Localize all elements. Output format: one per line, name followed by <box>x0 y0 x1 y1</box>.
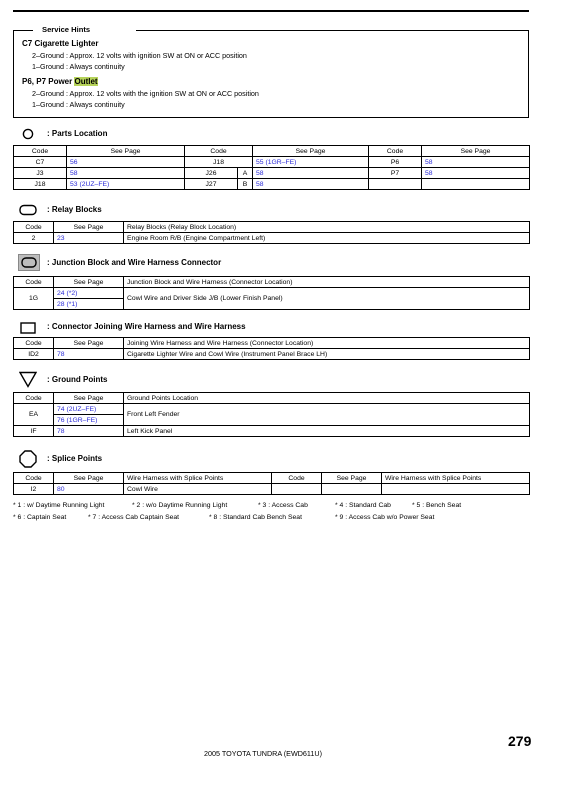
code-cell: 2 <box>14 233 54 244</box>
column-header: Relay Blocks (Relay Block Location) <box>124 222 530 233</box>
hint-heading-prefix: P6, P7 Power <box>22 77 75 86</box>
column-header: Code <box>185 146 253 157</box>
page-link[interactable]: 58 <box>422 168 530 179</box>
code-cell: IF <box>14 426 54 437</box>
footnote: * 3 : Access Cab <box>258 502 308 509</box>
column-header: Code <box>14 222 54 233</box>
page-link[interactable] <box>422 179 530 190</box>
footnote: * 9 : Access Cab w/o Power Seat <box>335 514 435 521</box>
table-row <box>14 404 530 415</box>
parts-location-table <box>13 145 530 190</box>
junction-block-title: : Junction Block and Wire Harness Connector <box>47 258 222 267</box>
column-header: Code <box>272 473 322 484</box>
junction-block-table <box>13 276 530 310</box>
triangle-icon <box>19 371 37 388</box>
column-header: See Page <box>54 473 124 484</box>
table-header-row <box>14 146 530 157</box>
code-cell: J27 <box>185 179 238 190</box>
code-cell: J18 <box>14 179 67 190</box>
column-header: Code <box>14 146 67 157</box>
column-header: See Page <box>54 393 124 404</box>
table-row <box>14 179 530 190</box>
hint-line: 2–Ground : Approx. 12 volts with ignition SW at ON or ACC position <box>32 51 247 60</box>
code-cell: J26 <box>185 168 238 179</box>
footnote: * 2 : w/o Daytime Running Light <box>132 502 228 509</box>
code-cell: P6 <box>369 157 422 168</box>
page-link[interactable] <box>322 484 382 495</box>
code-cell: J3 <box>14 168 67 179</box>
hint-heading-cigarette-lighter: C7 Cigarette Lighter <box>22 39 99 48</box>
column-header: Joining Wire Harness and Wire Harness (Connector Location) <box>124 338 530 349</box>
code-cell: P7 <box>369 168 422 179</box>
top-rule <box>13 10 529 12</box>
relay-blocks-table <box>13 221 530 244</box>
page-link[interactable]: 74 (2UZ–FE) <box>54 404 124 415</box>
code-cell: ID2 <box>14 349 54 360</box>
footnote: * 6 : Captain Seat <box>13 514 67 521</box>
description-cell: Cowl Wire and Driver Side J/B (Lower Finish Panel) <box>124 288 530 310</box>
circle-icon <box>22 128 34 140</box>
service-hints-title: Service Hints <box>42 25 91 34</box>
description-cell: Left Kick Panel <box>124 426 530 437</box>
column-header: See Page <box>54 222 124 233</box>
table-row <box>14 157 530 168</box>
column-header: Wire Harness with Splice Points <box>382 473 530 484</box>
code-cell <box>272 484 322 495</box>
page-link[interactable]: 55 (1GR–FE) <box>253 157 369 168</box>
hint-line: 1–Ground : Always continuity <box>32 62 125 71</box>
description-cell: Engine Room R/B (Engine Compartment Left) <box>124 233 530 244</box>
page-link[interactable]: 56 <box>67 157 185 168</box>
splice-points-table <box>13 472 530 495</box>
column-header: Junction Block and Wire Harness (Connector Location) <box>124 277 530 288</box>
footnote: * 4 : Standard Cab <box>335 502 391 509</box>
page-number: 279 <box>508 733 532 749</box>
code-cell: C7 <box>14 157 67 168</box>
shaded-rounded-rect-icon <box>18 254 40 271</box>
description-cell <box>382 484 530 495</box>
table-header-row <box>14 277 530 288</box>
page-footer: 2005 TOYOTA TUNDRA (EWD611U) <box>204 749 322 758</box>
table-header-row <box>14 473 530 484</box>
relay-blocks-title: : Relay Blocks <box>47 205 102 214</box>
column-header: Code <box>369 146 422 157</box>
code-cell: EA <box>14 404 54 426</box>
code-cell: J18 <box>185 157 253 168</box>
footnote: * 1 : w/ Daytime Running Light <box>13 502 105 509</box>
page-link[interactable]: 80 <box>54 484 124 495</box>
column-header: Code <box>14 277 54 288</box>
page-link[interactable]: 53 (2UZ–FE) <box>67 179 185 190</box>
page-link[interactable]: 58 <box>422 157 530 168</box>
code-cell: I2 <box>14 484 54 495</box>
rounded-rect-icon <box>19 204 37 216</box>
table-row <box>14 168 530 179</box>
ground-points-title: : Ground Points <box>47 375 108 384</box>
column-header: See Page <box>54 277 124 288</box>
sub-code-cell: A <box>238 168 253 179</box>
ground-points-table <box>13 392 530 437</box>
column-header: Code <box>14 393 54 404</box>
page-link[interactable]: 78 <box>54 349 124 360</box>
code-cell: 1G <box>14 288 54 310</box>
code-cell <box>369 179 422 190</box>
description-cell: Cigarette Lighter Wire and Cowl Wire (Instrument Panel Brace LH) <box>124 349 530 360</box>
table-header-row <box>14 338 530 349</box>
page-link[interactable]: 58 <box>253 168 369 179</box>
page-link[interactable]: 58 <box>67 168 185 179</box>
octagon-icon <box>19 450 37 468</box>
sub-code-cell: B <box>238 179 253 190</box>
column-header: Code <box>14 338 54 349</box>
hint-line: 1–Ground : Always continuity <box>32 100 125 109</box>
page-link[interactable]: 24 (*2) <box>54 288 124 299</box>
column-header: Ground Points Location <box>124 393 530 404</box>
footnote: * 5 : Bench Seat <box>412 502 462 509</box>
table-row <box>14 484 530 495</box>
column-header: See Page <box>54 338 124 349</box>
table-row <box>14 288 530 299</box>
table-row <box>14 233 530 244</box>
column-header: See Page <box>253 146 369 157</box>
connector-joining-table <box>13 337 530 360</box>
page-link[interactable]: 76 (1GR–FE) <box>54 415 124 426</box>
description-cell: Cowl Wire <box>124 484 272 495</box>
column-header: Code <box>14 473 54 484</box>
hint-line: 2–Ground : Approx. 12 volts with the ignition SW at ON or ACC position <box>32 89 259 98</box>
description-cell: Front Left Fender <box>124 404 530 426</box>
connector-joining-title: : Connector Joining Wire Harness and Wire Harness <box>47 322 246 331</box>
page-link[interactable]: 78 <box>54 426 124 437</box>
hint-heading-power-outlet <box>22 77 98 86</box>
page-link[interactable]: 28 (*1) <box>54 299 124 310</box>
table-row <box>14 426 530 437</box>
page-link[interactable]: 23 <box>54 233 124 244</box>
column-header: See Page <box>67 146 185 157</box>
footnote: * 7 : Access Cab Captain Seat <box>88 514 180 521</box>
page-link[interactable]: 58 <box>253 179 369 190</box>
table-row <box>14 349 530 360</box>
table-header-row <box>14 222 530 233</box>
highlighted-word: Outlet <box>74 77 98 86</box>
column-header: See Page <box>422 146 530 157</box>
table-header-row <box>14 393 530 404</box>
parts-location-title: : Parts Location <box>47 129 108 138</box>
square-icon <box>20 322 36 334</box>
column-header: Wire Harness with Splice Points <box>124 473 272 484</box>
splice-points-title: : Splice Points <box>47 454 103 463</box>
footnote: * 8 : Standard Cab Bench Seat <box>209 514 302 521</box>
column-header: See Page <box>322 473 382 484</box>
